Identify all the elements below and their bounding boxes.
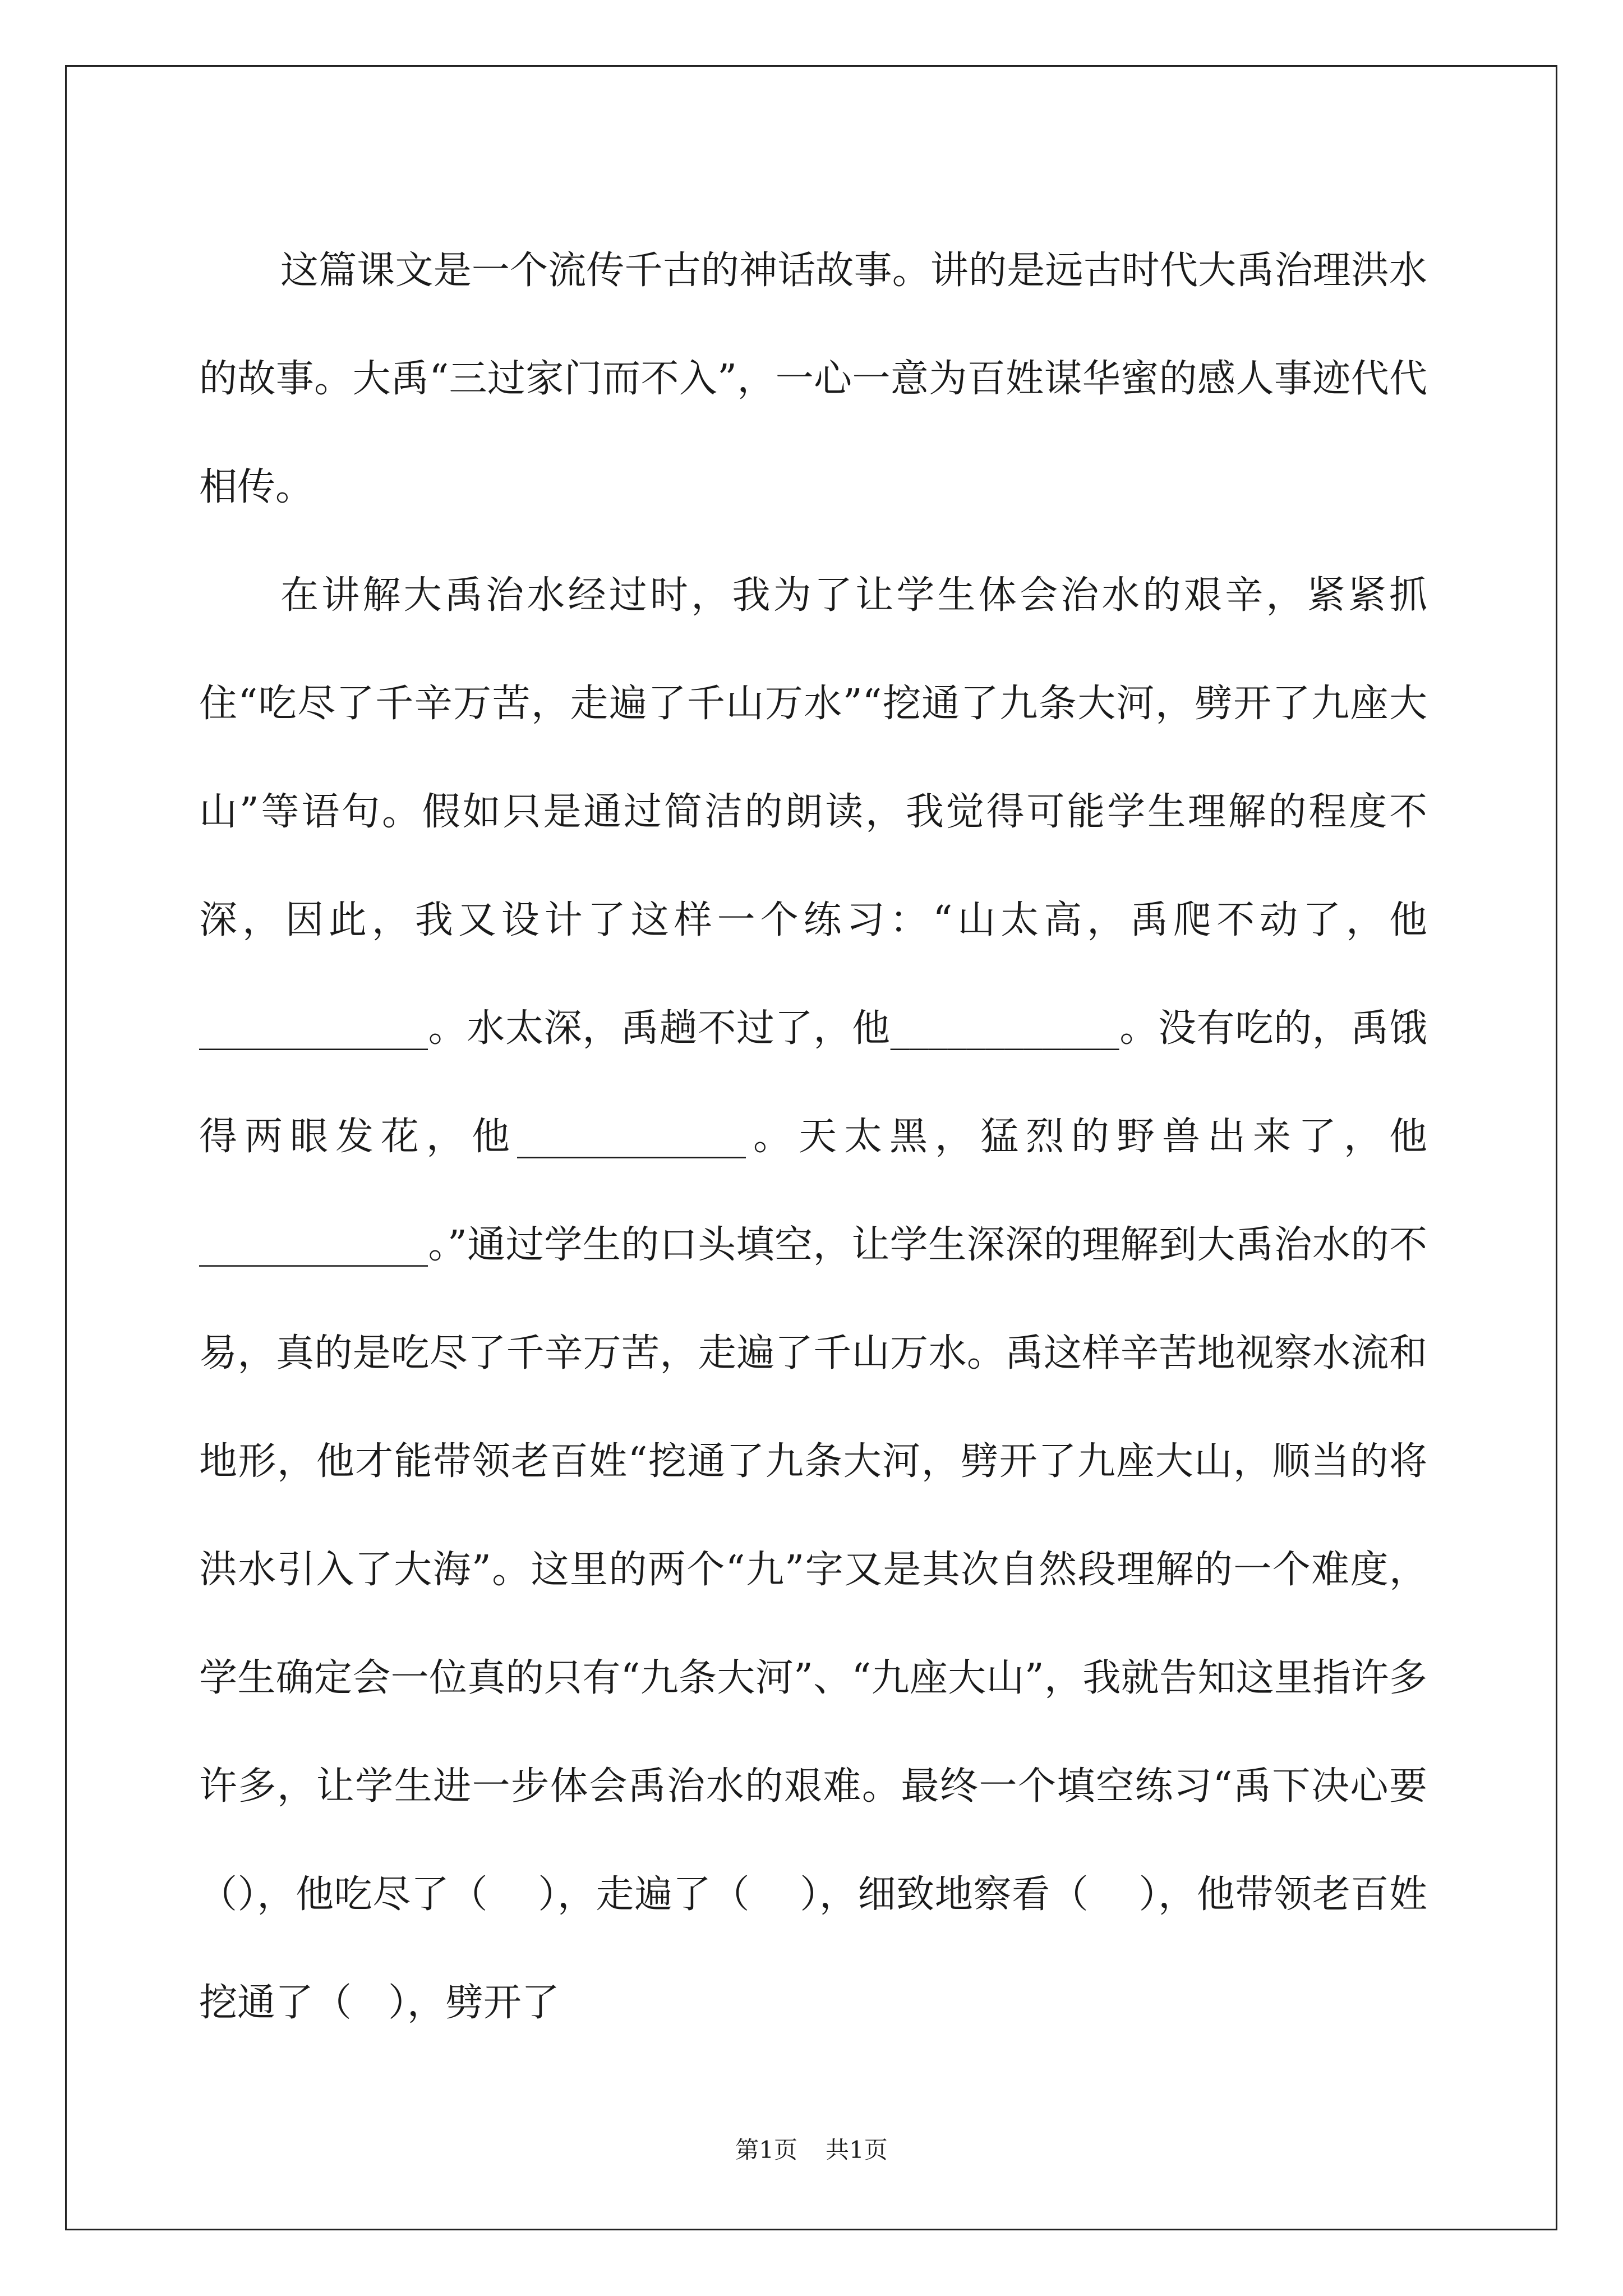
document-body <box>199 217 1427 2057</box>
paragraph-intro: 这篇课文是一个流传千古的神话故事。讲的是远古时代大禹治理洪水的故事。大禹“三过家门而不入”，一心一意为百姓谋华蜜的感人事迹代代相传。 <box>199 249 1427 509</box>
page-number-current: 第1页 <box>735 2136 797 2164</box>
page-number-total: 共1页 <box>826 2136 888 2164</box>
paragraph-teaching-reflection: 在讲解大禹治水经过时，我为了让学生体会治水的艰辛，紧紧抓住“吃尽了千辛万苦，走遍了千山万水”“挖通了九条大河，劈开了九座大山”等语句。假如只是通过简洁的朗读，我觉得可能学生理解的程度不深，因此，我又设计了这样一个练习：“山太高，禹爬不动了，他____________。水太深，禹趟不过了，他____________。没有吃的，禹饿得两眼发花，他____________。天太黑，猛烈的野兽出来了，他____________。”通过学生的口头填空，让学生深深的理解到大禹治水的不易，真的是吃尽了千辛万苦，走遍了千山万水。禹这样辛苦地视察水流和地形，他才能带领老百姓“挖通了九条大河，劈开了九座大山，顺当的将洪水引入了大海”。这里的两个“九”字又是其次自然段理解的一个难度，学生确定会一位真的只有“九条大河”、“九座大山”，我就告知这里指许多许多，让学生进一步体会禹治水的艰难。最终一个填空练习“禹下决心要（），他吃尽了（ ），走遍了（ ），细致地察看（ ），他带领老百姓挖通了（ ），劈开了 <box>199 573 1427 2025</box>
page-footer <box>0 2132 1623 2165</box>
